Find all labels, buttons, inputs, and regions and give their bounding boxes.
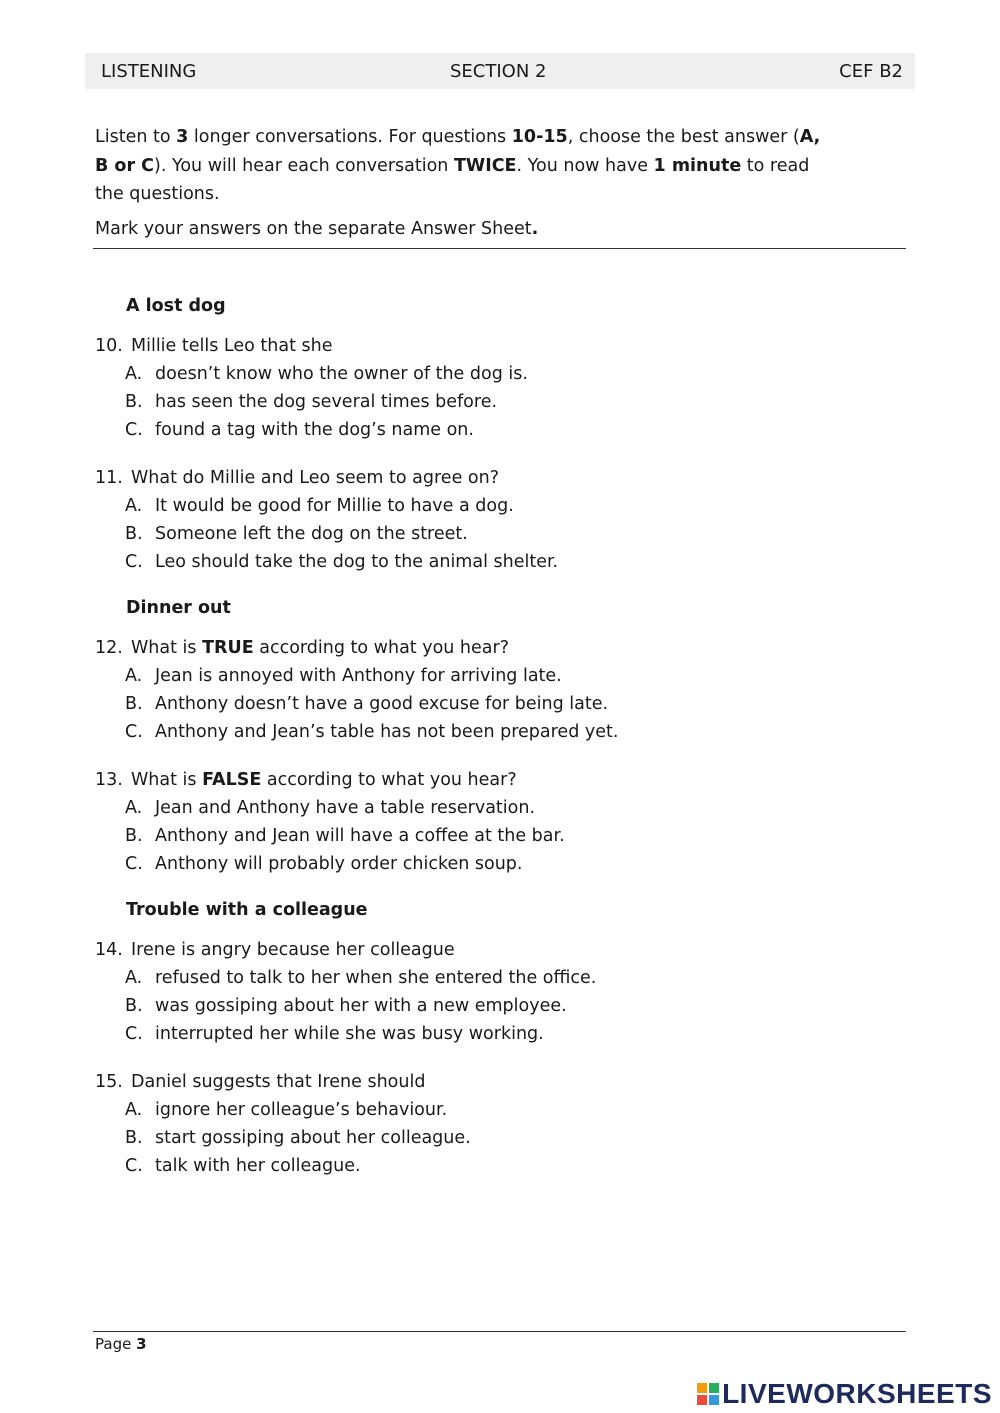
question-emphasis: TRUE (202, 638, 254, 658)
section-title-dinner-out: Dinner out (126, 598, 231, 618)
question-stem (95, 1068, 471, 1096)
option-letter: A. (125, 666, 143, 686)
option-text: found a tag with the dog’s name on. (155, 420, 474, 440)
instruction-text: to read the questions. (95, 155, 810, 204)
option-letter: B. (125, 996, 143, 1016)
liveworksheets-logo-icon (697, 1383, 719, 1405)
option-text: Anthony doesn’t have a good excuse for being late. (155, 694, 609, 714)
answer-option (125, 822, 565, 850)
question-number: 10. (95, 336, 123, 356)
answer-option (125, 992, 596, 1020)
question-number: 14. (95, 940, 123, 960)
option-letter: C. (125, 1156, 143, 1176)
instruction-text: . You now have (516, 155, 654, 176)
question-text: Daniel suggests that Irene should (131, 1072, 426, 1092)
option-text: Leo should take the dog to the animal shelter. (155, 552, 559, 572)
instruction-emphasis: 1 minute (653, 155, 742, 176)
option-text: Anthony will probably order chicken soup. (155, 854, 523, 874)
answer-option (125, 850, 565, 878)
option-letter: B. (125, 392, 143, 412)
option-text: refused to talk to her when she entered the office. (155, 968, 597, 988)
answer-option (125, 1152, 471, 1180)
instruction-emphasis: TWICE (453, 155, 517, 176)
question-number: 13. (95, 770, 123, 790)
question-15 (95, 1068, 471, 1180)
bottom-divider (93, 1331, 906, 1332)
answer-option (125, 662, 618, 690)
answer-option (125, 1096, 471, 1124)
section-title-trouble-colleague: Trouble with a colleague (126, 900, 368, 920)
option-text: Someone left the dog on the street. (155, 524, 468, 544)
question-text: Millie tells Leo that she (131, 336, 333, 356)
option-text: ignore her colleague’s behaviour. (155, 1100, 448, 1120)
option-letter: B. (125, 694, 143, 714)
answer-option (125, 718, 618, 746)
instruction-emphasis: A, B or C (95, 127, 821, 176)
page-footer (95, 1335, 147, 1353)
option-letter: C. (125, 722, 143, 742)
option-letter: C. (125, 1024, 143, 1044)
question-text: What is (131, 770, 203, 790)
option-letter: A. (125, 496, 143, 516)
option-letter: C. (125, 854, 143, 874)
answer-option (125, 964, 596, 992)
section-title-lost-dog: A lost dog (126, 296, 226, 316)
answer-option (125, 1124, 471, 1152)
question-10 (95, 332, 528, 444)
question-number: 12. (95, 638, 123, 658)
option-letter: B. (125, 1128, 143, 1148)
question-14 (95, 936, 596, 1048)
question-text: according to what you hear? (253, 638, 509, 658)
option-text: start gossiping about her colleague. (155, 1128, 471, 1148)
option-text: Anthony and Jean’s table has not been prepared yet. (155, 722, 619, 742)
question-emphasis: FALSE (202, 770, 262, 790)
answer-option (125, 794, 565, 822)
answer-option (125, 520, 558, 548)
page-number: 3 (136, 1335, 147, 1353)
option-letter: C. (125, 552, 143, 572)
instruction-emphasis: 3 (176, 127, 189, 147)
page-header (85, 53, 915, 89)
instructions (95, 123, 835, 209)
liveworksheets-logo[interactable] (697, 1378, 992, 1410)
answer-option (125, 492, 558, 520)
option-letter: A. (125, 798, 143, 818)
option-text: talk with her colleague. (155, 1156, 361, 1176)
instruction-text: longer conversations. For questions (188, 127, 512, 147)
option-letter: A. (125, 968, 143, 988)
mark-answers-line (95, 219, 538, 239)
option-text: was gossiping about her with a new employee. (155, 996, 567, 1016)
option-letter: C. (125, 420, 143, 440)
option-text: has seen the dog several times before. (155, 392, 498, 412)
option-text: It would be good for Millie to have a dog. (155, 496, 514, 516)
question-text: Irene is angry because her colleague (131, 940, 455, 960)
instructions-paragraph (95, 123, 835, 209)
instruction-emphasis: 10-15 (511, 127, 568, 147)
option-text: Jean is annoyed with Anthony for arriving late. (155, 666, 562, 686)
question-stem (95, 634, 618, 662)
question-number: 11. (95, 468, 123, 488)
question-number: 15. (95, 1072, 123, 1092)
top-divider (93, 248, 906, 249)
option-letter: A. (125, 1100, 143, 1120)
answer-option (125, 360, 528, 388)
answer-option (125, 1020, 596, 1048)
question-stem (95, 936, 596, 964)
question-text: What do Millie and Leo seem to agree on? (131, 468, 499, 488)
question-text: What is (131, 638, 203, 658)
brand-name: LIVEWORKSHEETS (722, 1378, 992, 1409)
answer-option (125, 388, 528, 416)
option-text: Jean and Anthony have a table reservation. (155, 798, 536, 818)
mark-answers-period: . (531, 219, 539, 239)
option-letter: A. (125, 364, 143, 384)
option-letter: B. (125, 524, 143, 544)
instruction-text: Listen to (95, 127, 177, 147)
question-11 (95, 464, 558, 576)
instruction-text: , choose the best answer ( (567, 127, 800, 147)
answer-option (125, 690, 618, 718)
answer-option (125, 416, 528, 444)
option-text: doesn’t know who the owner of the dog is. (155, 364, 528, 384)
option-text: Anthony and Jean will have a coffee at the bar. (155, 826, 565, 846)
question-stem (95, 766, 565, 794)
answer-option (125, 548, 558, 576)
page-label: Page (95, 1335, 132, 1353)
question-text: according to what you hear? (261, 770, 517, 790)
header-right-label: CEF B2 (839, 61, 903, 82)
option-letter: B. (125, 826, 143, 846)
instruction-text: ). You will hear each conversation (154, 155, 454, 176)
header-center-label: SECTION 2 (450, 61, 547, 82)
option-text: interrupted her while she was busy working. (155, 1024, 544, 1044)
question-stem (95, 464, 558, 492)
header-left-label: LISTENING (101, 61, 197, 82)
question-13 (95, 766, 565, 878)
mark-answers-text: Mark your answers on the separate Answer Sheet (95, 219, 532, 239)
question-12 (95, 634, 618, 746)
question-stem (95, 332, 528, 360)
